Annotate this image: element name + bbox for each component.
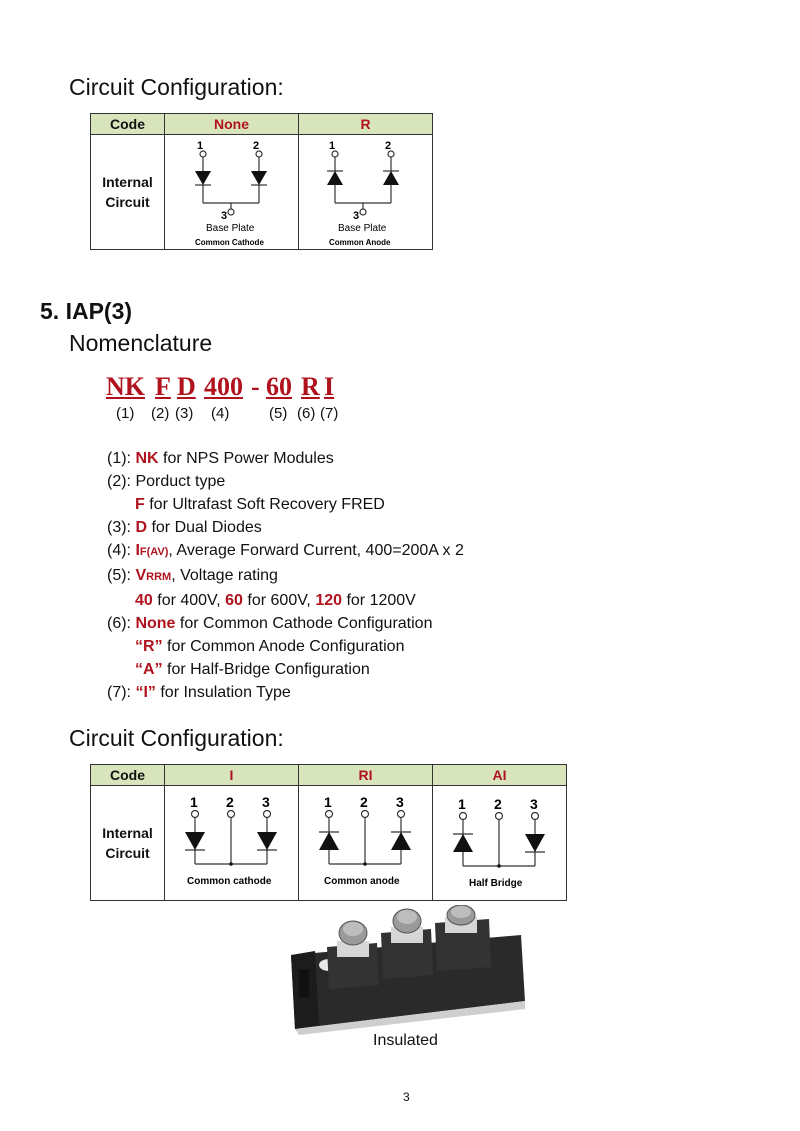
- half-bridge-caption: Half Bridge: [469, 878, 523, 889]
- circuit-config-table-bottom: [90, 764, 567, 901]
- section-heading-iap3: 5. IAP(3): [40, 298, 133, 324]
- index-7: (7): [320, 405, 339, 422]
- module-caption: Insulated: [373, 1032, 438, 1049]
- nomenclature-heading: Nomenclature: [69, 330, 213, 356]
- common-anode-caption: Common Anode: [329, 238, 391, 247]
- index-1: (1): [116, 405, 135, 422]
- page-number: 3: [403, 1090, 410, 1104]
- internal-circuit-label: Internal Circuit: [91, 786, 165, 901]
- desc-line-9: “R” for Common Anode Configuration: [135, 638, 405, 655]
- insulated-module-image: [285, 905, 530, 1035]
- desc-line-5: (4): IF(AV), Average Forward Current, 400=200A x 2: [107, 542, 464, 559]
- nomenclature-descriptions: [107, 447, 464, 704]
- code-nk: NK: [106, 372, 145, 401]
- pin-3-label: 3: [353, 210, 360, 222]
- code-r: R: [301, 372, 320, 401]
- desc-line-7: 40 for 400V, 60 for 600V, 120 for 1200V: [135, 592, 416, 609]
- common-cathode-3pin-schematic: [165, 786, 299, 900]
- common-cathode-caption: Common cathode: [187, 876, 272, 887]
- desc-line-1: (1): NK for NPS Power Modules: [107, 450, 334, 467]
- desc-line-3: F for Ultrafast Soft Recovery FRED: [135, 496, 385, 513]
- pin-1-label: 1: [190, 794, 198, 810]
- desc-line-8: (6): None for Common Cathode Configuration: [107, 615, 433, 632]
- common-anode-3pin-schematic: [299, 786, 433, 900]
- code-400: 400: [204, 372, 243, 401]
- common-anode-3pin-diagram: [299, 786, 433, 901]
- common-cathode-3pin-diagram: [165, 786, 299, 901]
- code-i-header: I: [165, 765, 299, 786]
- internal-circuit-label: Internal Circuit: [91, 135, 165, 250]
- pin-2-label: 2: [226, 794, 234, 810]
- pin-3-label: 3: [530, 796, 538, 812]
- pin-2-label: 2: [253, 140, 260, 152]
- base-plate-label: Base Plate: [338, 223, 387, 234]
- pin-1-label: 1: [329, 140, 336, 152]
- pin-2-label: 2: [494, 796, 502, 812]
- common-cathode-schematic: [165, 135, 299, 249]
- code-ai-header: AI: [433, 765, 567, 786]
- code-r-header: R: [299, 114, 433, 135]
- pin-1-label: 1: [458, 796, 466, 812]
- pin-3-label: 3: [221, 210, 228, 222]
- code-ri-header: RI: [299, 765, 433, 786]
- common-cathode-diagram: [165, 135, 299, 250]
- pin-2-label: 2: [360, 794, 368, 810]
- code-i: I: [324, 372, 335, 401]
- pin-3-label: 3: [396, 794, 404, 810]
- internal-circuit-row: [91, 786, 567, 901]
- code-none-header: None: [165, 114, 299, 135]
- pin-1-label: 1: [197, 140, 204, 152]
- common-anode-caption: Common anode: [324, 876, 400, 887]
- code-dash: -: [251, 372, 260, 401]
- code-60: 60: [266, 372, 292, 401]
- index-5: (5): [269, 405, 288, 422]
- desc-line-4: (3): D for Dual Diodes: [107, 519, 262, 536]
- common-cathode-caption: Common Cathode: [195, 238, 264, 247]
- base-plate-label: Base Plate: [206, 223, 255, 234]
- desc-line-2: (2): Porduct type: [107, 473, 226, 490]
- index-2: (2): [151, 405, 170, 422]
- common-anode-diagram: [299, 135, 433, 250]
- desc-line-10: “A” for Half-Bridge Configuration: [135, 661, 370, 678]
- table-header-row: [91, 114, 433, 135]
- pin-2-label: 2: [385, 140, 392, 152]
- circuit-config-table-top: [90, 113, 433, 250]
- section-heading-circuit-config-bottom: Circuit Configuration:: [69, 725, 284, 751]
- code-f: F: [155, 372, 171, 401]
- common-anode-schematic: [299, 135, 433, 249]
- code-header: Code: [91, 114, 165, 135]
- section-heading-circuit-config-top: Circuit Configuration:: [69, 74, 284, 100]
- desc-line-11: (7): “I” for Insulation Type: [107, 684, 291, 701]
- half-bridge-diagram: [433, 786, 567, 901]
- code-header: Code: [91, 765, 165, 786]
- index-6: (6): [297, 405, 316, 422]
- table-header-row: [91, 765, 567, 786]
- index-4: (4): [211, 405, 230, 422]
- desc-line-6: (5): VRRM, Voltage rating: [107, 567, 278, 584]
- half-bridge-schematic: [433, 786, 567, 900]
- internal-circuit-row: [91, 135, 433, 250]
- code-d: D: [177, 372, 196, 401]
- index-3: (3): [175, 405, 194, 422]
- pin-1-label: 1: [324, 794, 332, 810]
- pin-3-label: 3: [262, 794, 270, 810]
